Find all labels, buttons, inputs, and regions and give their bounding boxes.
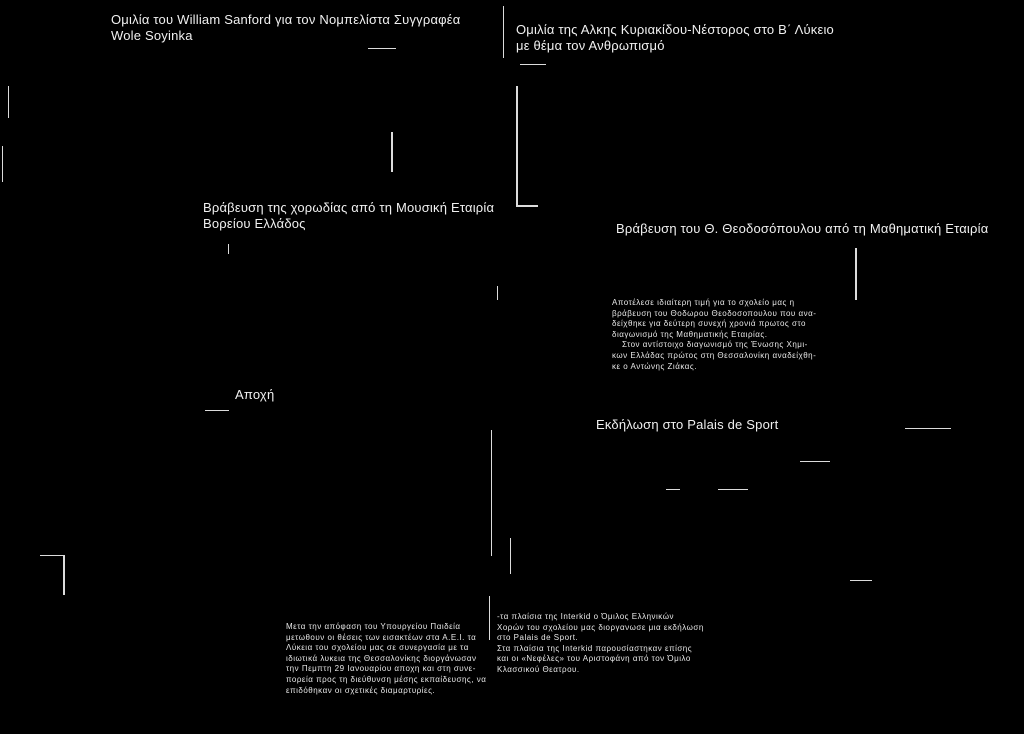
frame-rule [491, 430, 492, 556]
caption-line: Βράβευση της χορωδίας από τη Μουσική Εταιρία [203, 200, 495, 215]
caption-line: Εκδήλωση στο Palais de Sport [596, 417, 779, 432]
caption-line: με θέμα τον Ανθρωπισμό [516, 38, 665, 53]
paragraph-line: Στα πλαίσια της Interkid παρουσίαστηκαν επίσης [497, 643, 693, 653]
caption-abstention [235, 387, 274, 403]
frame-rule [850, 580, 872, 581]
paragraph-line: -τα πλαίσια της Interkid ο Όμιλος Ελληνικών [497, 612, 674, 621]
paragraph-line: δείχθηκε για δεύτερη συνεχή χρονιά πρωτος στο [612, 319, 806, 329]
caption-line: Βορείου Ελλάδος [203, 216, 306, 231]
frame-rule [516, 86, 518, 206]
caption-line: Wole Soyinka [111, 28, 193, 43]
paragraph-line: μετωθουν οι θέσεις των εισακτέων στα Α.Ε.Ι. τα [286, 632, 477, 642]
frame-rule [8, 86, 9, 118]
frame-rule [516, 205, 538, 207]
frame-rule [497, 286, 498, 300]
paragraph-line: Μετα την απόφαση του Υπουργείου Παιδεία [286, 622, 461, 631]
frame-rule [63, 555, 65, 595]
paragraph-line: βράβευση του Θοδωρου Θεοδοσοπουλου που ανα- [612, 308, 817, 318]
paragraph-line: Στον αντίστοιχο διαγωνισμό της Ένωσης Χημι- [622, 340, 808, 350]
caption-palais [596, 417, 778, 433]
frame-rule [503, 6, 504, 58]
paragraph-interkid [497, 612, 704, 676]
frame-rule [718, 489, 748, 490]
paragraph-line: και οι «Νεφέλες» του Αριστοφάνη από τον Όμιλο [497, 654, 691, 664]
caption-line: Ομιλία της Αλκης Κυριακίδου-Νέστορος στο Β΄ Λύκειο [516, 22, 834, 37]
paragraph-line: την Πεμπτη 29 Ιανουαρίου αποχη και στη συνε- [286, 664, 476, 674]
paragraph-line: κων Ελλάδας πρώτος στη Θεσσαλονίκη αναδείχθη- [612, 350, 817, 360]
paragraph-line: Κλασσικού Θεατρου. [497, 664, 580, 674]
paragraph-line: Αποτέλεσε ιδιαίτερη τιμή για το σχολείο μας η [612, 298, 795, 307]
paragraph-line: επιδόθηκαν οι σχετικές διαμαρτυρίες. [286, 685, 436, 695]
paragraph-line: πορεία προς τη διεύθυνση μέσης εκπαίδευσης, να [286, 674, 487, 684]
frame-rule [800, 461, 830, 462]
caption-line: Αποχή [235, 387, 275, 402]
caption-choir-award [203, 200, 494, 232]
paragraph-line: Λύκεια του σχολείου μας σε συνεργασία με τα [286, 643, 469, 653]
caption-math-award [616, 221, 988, 237]
paragraph-line: στο Palais de Sport. [497, 633, 579, 643]
caption-nestoros [516, 22, 834, 54]
frame-rule [40, 555, 64, 556]
frame-rule [228, 244, 229, 254]
frame-rule [205, 410, 229, 411]
paragraph-line: ιδιωτικά λυκεια της Θεσσαλονίκης διοργάνωσαν [286, 653, 477, 663]
caption-soyinka [111, 12, 461, 44]
frame-rule [368, 48, 396, 49]
caption-line: Βράβευση του Θ. Θεοδοσόπουλου από τη Μαθηματική Εταιρία [616, 221, 989, 236]
frame-rule [520, 64, 546, 65]
paragraph-line: διαγωνισμό της Μαθηματικής Εταιρίας. [612, 329, 768, 339]
frame-rule [855, 248, 857, 300]
paragraph-ministry [286, 622, 486, 696]
frame-rule [391, 132, 393, 172]
paragraph-line: κε ο Αντώνης Ζιάκας. [612, 361, 697, 371]
frame-rule [489, 596, 490, 640]
caption-line: Ομιλία του William Sanford για τον Νομπελίστα Συγγραφέα [111, 12, 461, 27]
frame-rule [666, 489, 680, 490]
paragraph-award [612, 298, 816, 372]
frame-rule [2, 146, 3, 182]
frame-rule [510, 538, 511, 574]
paragraph-line: Χορών του σχολείου μας διοργανωσε μια εκδήλωση [497, 622, 704, 632]
frame-rule [905, 428, 951, 429]
